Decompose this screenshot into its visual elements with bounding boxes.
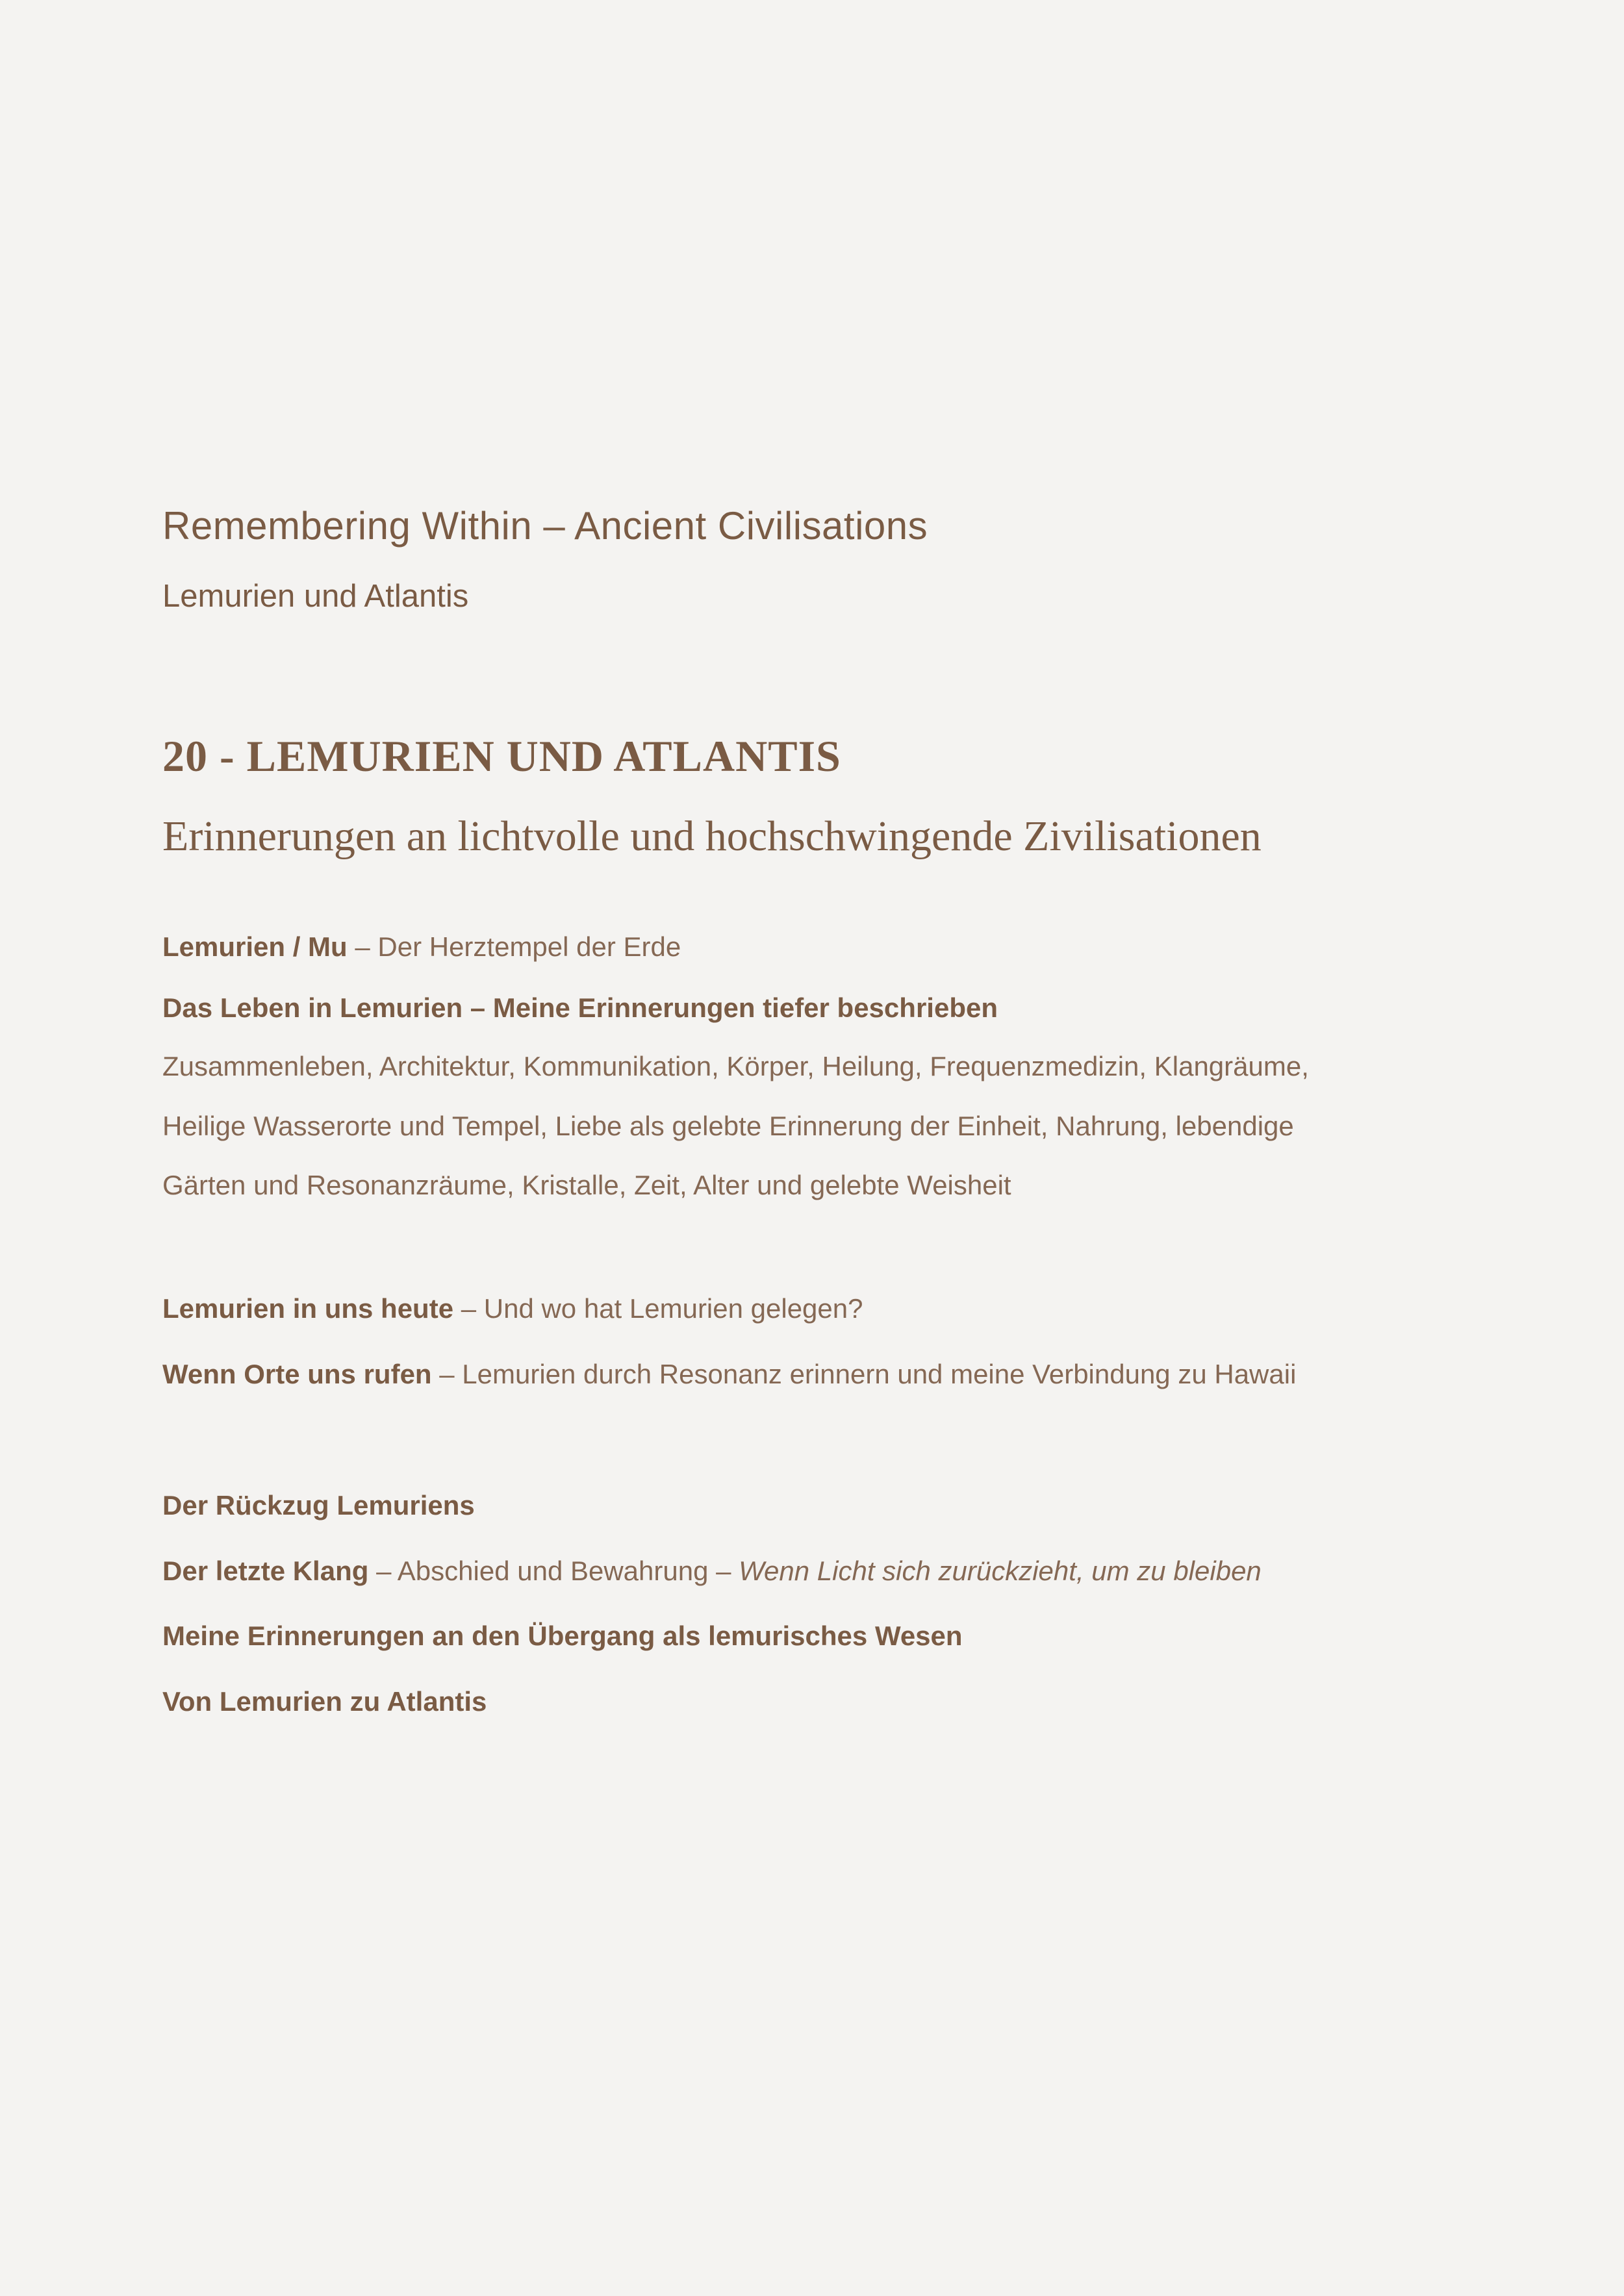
toc-item-bold: Lemurien in uns heute (162, 1293, 454, 1324)
toc-item-bold: Wenn Orte uns rufen (162, 1359, 432, 1389)
toc-item-italic: Wenn Licht sich zurückzieht, um zu bleiben (739, 1556, 1262, 1586)
toc-item-bold: Das Leben in Lemurien – Meine Erinnerungen tiefer beschrieben (162, 992, 998, 1023)
series-subtitle: Lemurien und Atlantis (162, 579, 469, 614)
toc-item-uebergang (162, 1620, 963, 1652)
toc-item-bold: Von Lemurien zu Atlantis (162, 1686, 487, 1717)
toc-item-rest: – Abschied und Bewahrung – (368, 1556, 739, 1586)
toc-item-letzter-klang (162, 1555, 1262, 1587)
chapter-title: 20 - LEMURIEN UND ATLANTIS (162, 731, 841, 781)
toc-item-zu-atlantis (162, 1685, 487, 1718)
topics-line-3: Gärten und Resonanzräume, Kristalle, Zeit, Alter und gelebte Weisheit (162, 1170, 1011, 1200)
toc-item-rest: – Lemurien durch Resonanz erinnern und meine Verbindung zu Hawaii (431, 1359, 1297, 1389)
toc-item-leben-in-lemurien (162, 992, 998, 1024)
series-title: Remembering Within – Ancient Civilisations (162, 504, 928, 548)
topics-line-1: Zusammenleben, Architektur, Kommunikation, Körper, Heilung, Frequenzmedizin, Klangräume, (162, 1051, 1309, 1081)
toc-item-rest: – Der Herztempel der Erde (347, 931, 681, 962)
toc-item-rueckzug (162, 1489, 475, 1522)
toc-item-orte-rufen (162, 1358, 1296, 1391)
topics-line-2: Heilige Wasserorte und Tempel, Liebe als gelebte Erinnerung der Einheit, Nahrung, lebendige (162, 1111, 1294, 1141)
toc-item-bold: Meine Erinnerungen an den Übergang als lemurisches Wesen (162, 1621, 963, 1651)
toc-item-bold: Lemurien / Mu (162, 931, 348, 962)
toc-item-rest: – Und wo hat Lemurien gelegen? (453, 1293, 863, 1324)
toc-item-lemurien-mu (162, 931, 681, 963)
chapter-subtitle: Erinnerungen an lichtvolle und hochschwingende Zivilisationen (162, 813, 1262, 860)
toc-item-bold: Der letzte Klang (162, 1556, 369, 1586)
toc-item-lemurien-heute (162, 1293, 863, 1325)
toc-item-bold: Der Rückzug Lemuriens (162, 1490, 475, 1520)
document-page (162, 0, 1462, 2296)
